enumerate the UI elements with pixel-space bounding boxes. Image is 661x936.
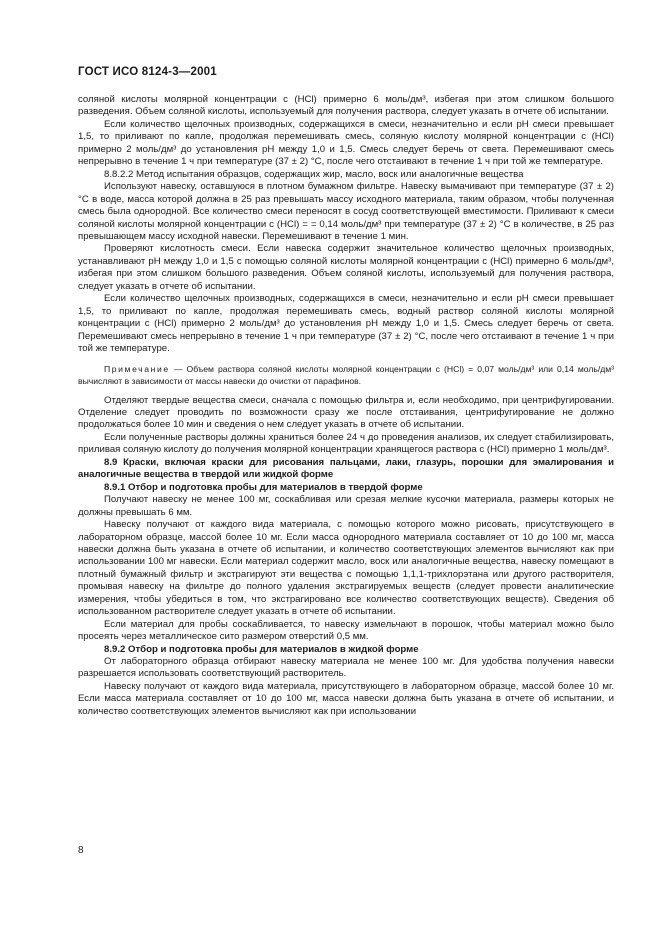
- section-heading-8-9-2: 8.9.2 Отбор и подготовка пробы для материалов в жидкой форме: [104, 643, 419, 655]
- paragraph: соляной кислоты молярной концентрации c (HCl) примерно 6 моль/дм³, избегая при этом слишком большого разведения. Объем соляной кислоты, используемый для получения раствора, следует указать в отчете об испытании.: [78, 94, 614, 118]
- paragraph: Навеску получают от каждого вида материала, присутствующего в лабораторном образце, массой более 10 мг. Если масса материала составляет от 10 до 100 мг, масса навески должна быть указана в отчете об испытании, и количество соответствующих элементов вычисляют как при использовании: [78, 680, 614, 717]
- paragraph: Если количество щелочных производных, содержащихся в смеси, незначительно и если pH смеси превышает 1,5, то приливают по капле, продолжая перемешивать смесь, водный раствор соляной кислоты молярной концентрации c (HCl) примерно 2 моль/дм³ до установления pH между 1,0 и 1,5. Смесь следует беречь от света. Перемешивают смесь непрерывно в течение 1 ч при температуре (37 ± 2) °С, после чего отстаивают в течение 1 ч при той же температуре.: [78, 293, 614, 355]
- paragraph: Получают навеску не менее 100 мг, соскабливая или срезая мелкие кусочки материала, размеры которых не должны превышать 6 мм.: [78, 494, 614, 518]
- paragraph: Если количество щелочных производных, содержащихся в смеси, незначительно и если pH смеси превышает 1,5, то приливают по капле, продолжая перемешивать смесь, соляную кислоту молярной концентрации c (HCl) примерно 2 моль/дм³ до установления pH между 1,0 и 1,5. Смесь следует беречь от света. Перемешивают смесь непрерывно в течение 1 ч при температуре (37 ± 2) °С, после чего отстаивают в течение 1 ч при той же температуре.: [78, 118, 614, 168]
- section-heading-8-9-1: 8.9.1 Отбор и подготовка пробы для материалов в твердой форме: [104, 481, 423, 493]
- paragraph: Проверяют кислотность смеси. Если навеска содержит значительное количество щелочных производных, устанавливают pH между 1,0 и 1,5 с помощью соляной кислоты молярной концентрации c (HCl) примерно 6 моль/дм³, избегая при этом слишком большого разведения. Объем соляной кислоты, используемый для получения раствора, следует указать в отчете об испытании.: [78, 243, 614, 292]
- page-header: ГОСТ ИСО 8124-3—2001: [78, 66, 217, 78]
- paragraph: Навеску получают от каждого вида материала, с помощью которого можно рисовать, присутствующего в лабораторном образце, массой более 10 мг. Если масса однородного материала составляет от 10 до 100 мг, масса навески должна быть указана в отчете об испытании, и количество соответствующих элементов вычисляют как при использовании 100 мг навески. Если материал содержит масло, воск или аналогичные вещества, навеску помещают в плотный бумажный фильтр и экстрагируют эти вещества с помощью 1,1,1-трихлорэтана или другого растворителя, промывая навеску на фильтре до полного удаления экстрагируемых веществ (следует провести аналитические измерения, чтобы убедиться в том, что экстрагировано все количество соответствующих веществ). Сведения об использованном растворителе следует указать в отчете об испытании.: [78, 519, 614, 618]
- note-text: — Объем раствора соляной кислоты молярной концентрации c (HCl) = 0,07 моль/дм³ или 0,14 моль/дм³ вычисляют в зависимости от массы навески до очистки от парафинов.: [78, 363, 614, 386]
- page-number: 8: [78, 845, 84, 856]
- paragraph: Используют навеску, оставшуюся в плотном бумажном фильтре. Навеску вымачивают при температуре (37 ± 2) °С в воде, масса которой должна в 25 раз превышать массу исходного материала, таким образом, чтобы полученная смесь была однородной. Все количество смеси переносят в сосуд соответствующей вместимости. Приливают к смеси соляной кислоты молярной концентрации c (HCl) = = 0,14 моль/дм³ при температуре (37 ± 2) °С в количестве, в 25 раз превышающем массу исходной навески. Перемешивают в течение 1 мин.: [78, 181, 614, 242]
- note: [78, 363, 614, 387]
- section-heading-8-8-2-2: 8.8.2.2 Метод испытания образцов, содержащих жир, масло, воск или аналогичные вещества: [104, 168, 524, 180]
- paragraph: От лабораторного образца отбирают навеску материала не менее 100 мг. Для удобства получения навески разрешается использовать соответствующий растворитель.: [78, 656, 614, 680]
- paragraph: Если полученные растворы должны храниться более 24 ч до проведения анализов, их следует стабилизировать, приливая соляную кислоту до получения молярной концентрации хранящегося раствора c (HCl) примерно 1 моль/дм³.: [78, 431, 614, 456]
- paragraph: Если материал для пробы соскабливается, то навеску измельчают в порошок, чтобы материал можно было просеять через металлическое сито размером отверстий 0,5 мм.: [78, 618, 614, 643]
- note-label: Примечание: [104, 363, 170, 374]
- section-heading-8-9: 8.9 Краски, включая краски для рисования пальцами, лаки, глазурь, порошки для эмалирования и аналогичные вещества в твердой или жидкой форме: [78, 456, 614, 481]
- page-body: [78, 94, 614, 718]
- paragraph: Отделяют твердые вещества смеси, сначала с помощью фильтра и, если необходимо, при центрифугировании. Отделение следует проводить по возможности сразу же после отстаивания, центрифугирование не должно продолжаться более 10 мин и сведения о нем следует указать в отчете об испытании.: [78, 394, 614, 431]
